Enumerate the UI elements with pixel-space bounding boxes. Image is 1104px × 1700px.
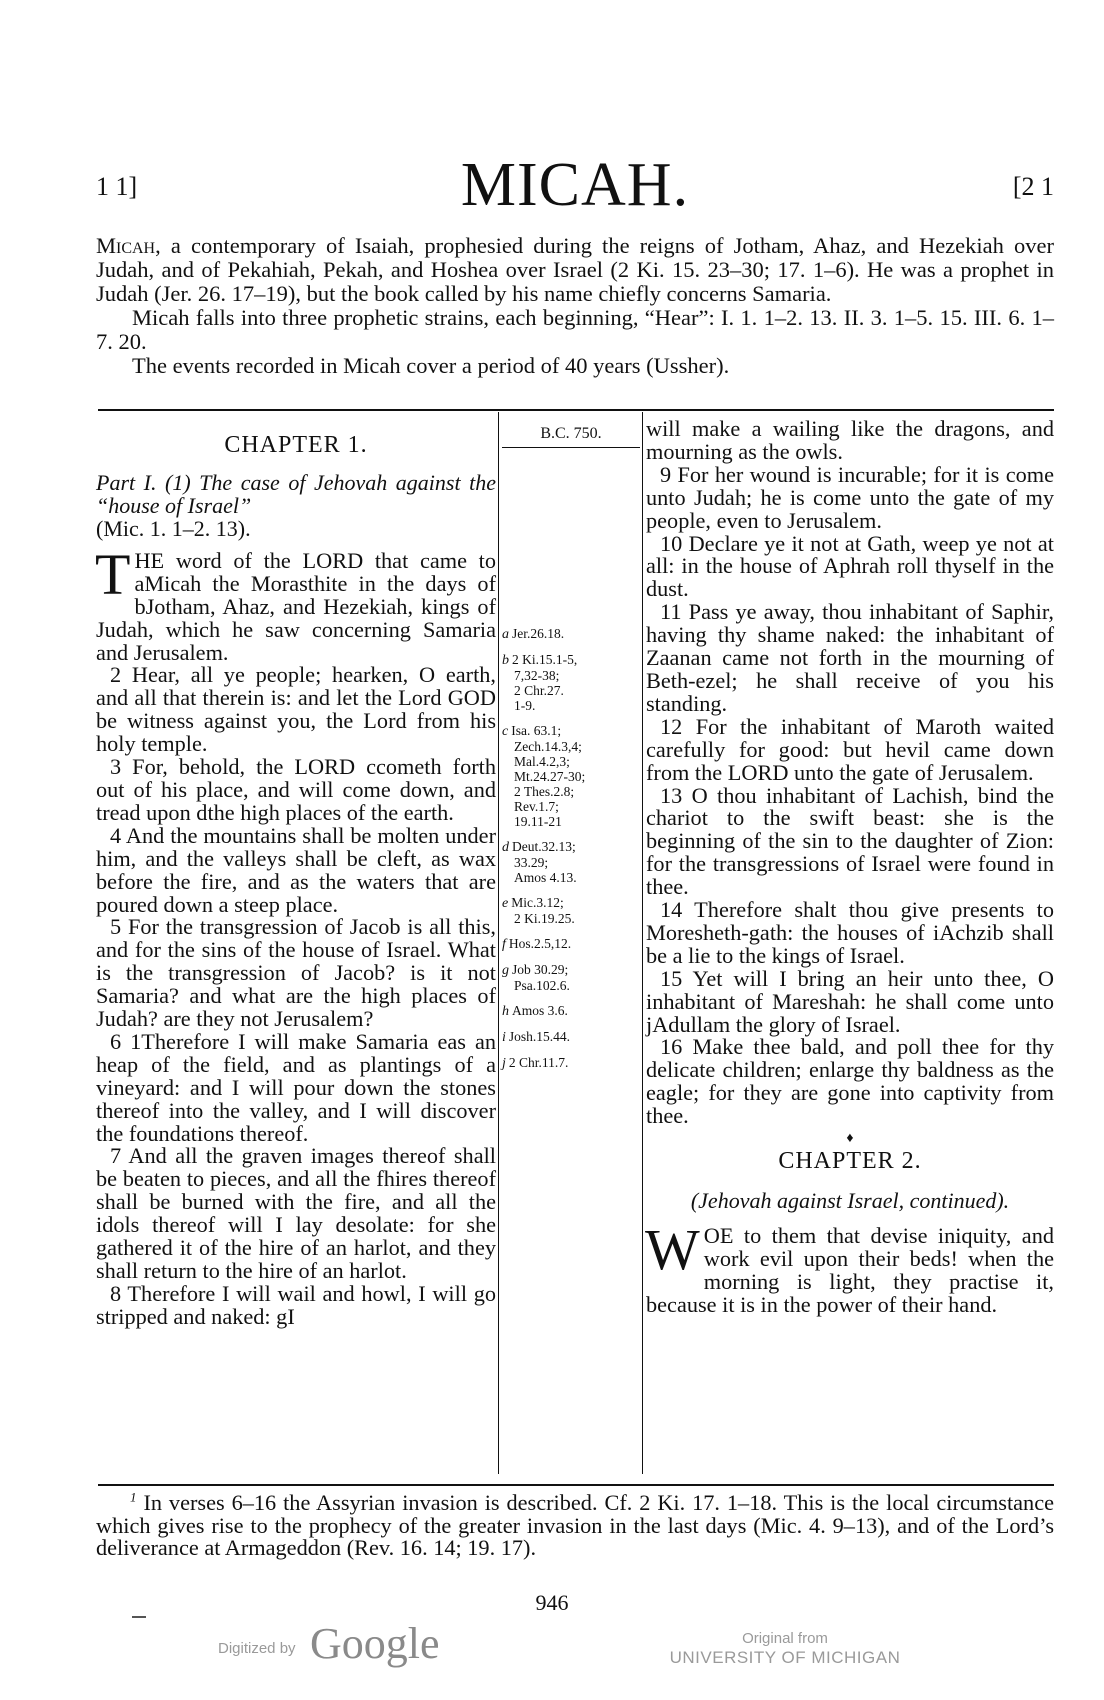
book-title: MICAH.	[460, 151, 690, 219]
cross-reference-letter: b	[502, 653, 509, 668]
cross-reference-a	[502, 626, 640, 642]
cross-reference-g	[502, 962, 640, 993]
cross-reference-column	[502, 418, 640, 1081]
cross-reference-list	[502, 626, 640, 1071]
verse-1-text: HE word of the LORD that came to aMicah the Morasthite in the days of bJotham, Ahaz, and Hezekiah, kings of Judah, which he saw concerning Samaria and Jerusalem.	[96, 547, 496, 665]
verse-5: 5 For the transgression of Jacob is all this, and for the sins of the house of Israel. What is the transgression of Jacob? is it not Samaria? and what are the high places of Judah? are they not Jerusalem?	[96, 914, 496, 1032]
cross-reference-line: Psa.102.6.	[514, 978, 570, 993]
verse-15: 15 Yet will I bring an heir unto thee, O inhabitant of Mareshah: he shall come unto jAdullam the glory of Israel.	[646, 965, 1054, 1037]
cross-reference-line: 19.11-21	[514, 814, 562, 829]
footnote-paragraph	[96, 1489, 1054, 1560]
cross-reference-line: Hos.2.5,12.	[508, 936, 572, 951]
verse-6: 6 1Therefore I will make Samaria eas an heap of the field, and as plantings of a vineyard: and I will pour down the stones thereof into the valley, and I will discover the foundations thereof.	[96, 1028, 496, 1146]
cross-reference-line: 2 Chr.11.7.	[508, 1055, 569, 1070]
cross-reference-f	[502, 936, 640, 952]
header-right-ref: [2 1	[1012, 172, 1054, 201]
verse-1	[95, 541, 496, 665]
cross-reference-letter: d	[502, 840, 509, 855]
chapter-2-subheading	[646, 1189, 1054, 1213]
cross-reference-line: 2 Thes.2.8;	[514, 784, 575, 799]
verse-13: 13 O thou inhabitant of Lachish, bind the chariot to the swift beast: she is the beginning of the sin to the daughter of Zion: for the transgressions of Israel were found in thee.	[646, 782, 1054, 900]
chapter-2-verse-1	[645, 1217, 1054, 1317]
ornament-icon: ♦	[846, 1131, 854, 1147]
verse-7: 7 And all the graven images thereof shall be beaten to pieces, and all the fhires thereof shall be burned with the fire, and all the idols thereof will I lay desolate: for she gathered it of the hire of an harlot, and they shall return to the hire of an harlot.	[96, 1143, 496, 1283]
cross-reference-letter: c	[502, 724, 509, 739]
running-head	[96, 150, 1054, 230]
cross-reference-letter: f	[502, 937, 506, 952]
chapter-2-verse-1-text: OE to them that devise iniquity, and work evil upon their beds! when the morning is light, they practise it, because it is in the power of their hand.	[646, 1223, 1054, 1317]
part-heading-title: Part I. (1) The case of Jehovah against the “house of Israel”	[96, 469, 496, 518]
intro-lead-word: Micah	[96, 233, 156, 258]
cross-reference-letter: a	[502, 627, 509, 642]
footnote	[96, 1489, 1054, 1560]
cross-reference-e	[502, 895, 640, 926]
page-number: 946	[535, 1590, 569, 1615]
intro-paragraph-2: Micah falls into three prophetic strains, each beginning, “Hear”: I. 1. 1–2. 13. II. 3. 1–5. 15. III. 6. 1–7. 20.	[96, 305, 1054, 354]
cross-reference-i	[502, 1029, 640, 1045]
cross-reference-d	[502, 839, 640, 885]
footnote-marker: 1	[130, 1489, 137, 1505]
verse-12: 12 For the inhabitant of Maroth waited carefully for good: but hevil came down from the LORD unto the gate of Jerusalem.	[646, 713, 1054, 785]
cross-reference-line: Zech.14.3,4;	[514, 739, 582, 754]
cross-reference-letter: g	[502, 963, 509, 978]
cross-reference-line: 2 Ki.15.1-5,	[512, 652, 578, 667]
cross-reference-line: 33.29;	[514, 855, 549, 870]
cross-reference-h	[502, 1003, 640, 1019]
cross-reference-line: Josh.15.44.	[508, 1029, 571, 1044]
cross-reference-line: 2 Ki.19.25.	[514, 911, 575, 926]
column-divider-right	[642, 412, 643, 1474]
part-heading	[96, 471, 496, 540]
cross-reference-line: 2 Chr.27.	[514, 683, 564, 698]
chapter-2-subheading-text: (Jehovah against Israel, continued).	[690, 1188, 1010, 1213]
verse-8-cont: will make a wailing like the dragons, and mourning as the owls.	[646, 416, 1054, 464]
drop-cap: T	[95, 541, 131, 607]
cross-reference-line: Mt.24.27-30;	[514, 769, 586, 784]
original-from-label: Original from	[742, 1630, 828, 1647]
header-left-ref: 1 1]	[96, 172, 138, 201]
cross-reference-letter: e	[502, 896, 509, 911]
verse-14: 14 Therefore shalt thou give presents to Moresheth-gath: the houses of iAchzib shall be a lie to the kings of Israel.	[646, 897, 1054, 968]
verse-3: 3 For, behold, the LORD ccometh forth out of his place, and will come down, and tread upon dthe high places of the earth.	[96, 754, 496, 825]
verse-11: 11 Pass ye away, thou inhabitant of Saphir, having thy shame naked: the inhabitant of Zaanan came not forth in the mourning of Beth-ezel; he shall receive of you his standing.	[646, 599, 1054, 716]
cross-reference-letter: i	[502, 1030, 506, 1045]
cross-reference-line: Isa. 63.1;	[511, 723, 562, 738]
date-label: B.C. 750.	[502, 418, 640, 448]
cross-reference-line: Job 30.29;	[512, 962, 569, 977]
cross-reference-line: Jer.26.18.	[512, 626, 565, 641]
verse-8: 8 Therefore I will wail and howl, I will go stripped and naked: gI	[96, 1280, 496, 1329]
cross-reference-line: Mal.4.2,3;	[514, 754, 570, 769]
cross-reference-j	[502, 1055, 640, 1071]
google-logo: Google	[310, 1619, 440, 1668]
verse-10: 10 Declare ye it not at Gath, weep ye not at all: in the house of Aphrah roll thyself in the dust.	[646, 530, 1054, 602]
intro-paragraph-3: The events recorded in Micah cover a period of 40 years (Ussher).	[132, 353, 730, 378]
cross-reference-line: Rev.1.7;	[514, 799, 559, 814]
cross-reference-c	[502, 723, 640, 829]
top-rule	[98, 409, 1054, 411]
cross-reference-line: Amos 4.13.	[514, 870, 577, 885]
drop-cap-2: W	[645, 1217, 700, 1282]
verse-4: 4 And the mountains shall be molten under him, and the valleys shall be cleft, as wax before the fire, and as the waters that are poured down a steep place.	[96, 822, 496, 917]
cross-reference-line: 7,32-38;	[514, 668, 560, 683]
chapter-2-heading: CHAPTER 2.	[778, 1148, 922, 1175]
verse-16: 16 Make thee bald, and poll thee for thy delicate children; enlarge thy baldness as the eagle; for they are gone into captivity from thee.	[646, 1034, 1054, 1129]
digitized-by-label: Digitized by	[218, 1640, 296, 1657]
cross-reference-line: Mic.3.12;	[511, 895, 564, 910]
verse-9: 9 For her wound is incurable; for it is come unto Judah; he is come unto the gate of my people, even to Jerusalem.	[646, 461, 1054, 533]
verse-2: 2 Hear, all ye people; hearken, O earth, and all that therein is: and let the Lord GOD be witness against you, the Lord from his holy temple.	[96, 662, 496, 757]
part-heading-reference: (Mic. 1. 1–2. 13).	[96, 515, 251, 541]
cross-reference-letter: h	[502, 1004, 509, 1019]
cross-reference-b	[502, 652, 640, 713]
footnote-rule	[98, 1484, 1054, 1486]
column-divider-left	[498, 412, 499, 1474]
right-text-column	[646, 418, 1054, 1317]
cross-reference-line: Deut.32.13;	[512, 839, 576, 854]
scan-mark	[132, 1616, 146, 1618]
book-introduction	[96, 234, 1054, 378]
cross-reference-letter: j	[502, 1056, 506, 1071]
institution-label: UNIVERSITY OF MICHIGAN	[669, 1648, 901, 1667]
intro-p1-text: , a contemporary of Isaiah, prophesied during the reigns of Jotham, Ahaz, and Hezekiah over Judah, and of Pekahiah, Pekah, and Hoshea over Israel (2 Ki. 15. 23–30; 17. 1–6). He was a prophet in Judah (Jer. 26. 17–19), but the book called by his name chiefly concerns Samaria.	[96, 233, 1054, 306]
intro-paragraph-1	[96, 234, 1054, 306]
chapter-1-heading: CHAPTER 1.	[224, 432, 368, 458]
cross-reference-line: Amos 3.6.	[512, 1003, 568, 1018]
footnote-text: In verses 6–16 the Assyrian invasion is described. Cf. 2 Ki. 17. 1–18. This is the local circumstance which gives rise to the prophecy of the greater invasion in the last days (Mic. 4. 9–13), and of the Lord’s deliverance at Armageddon (Rev. 16. 14; 19. 17).	[96, 1490, 1054, 1560]
left-text-column	[96, 418, 496, 1329]
cross-reference-line: 1-9.	[514, 698, 536, 713]
